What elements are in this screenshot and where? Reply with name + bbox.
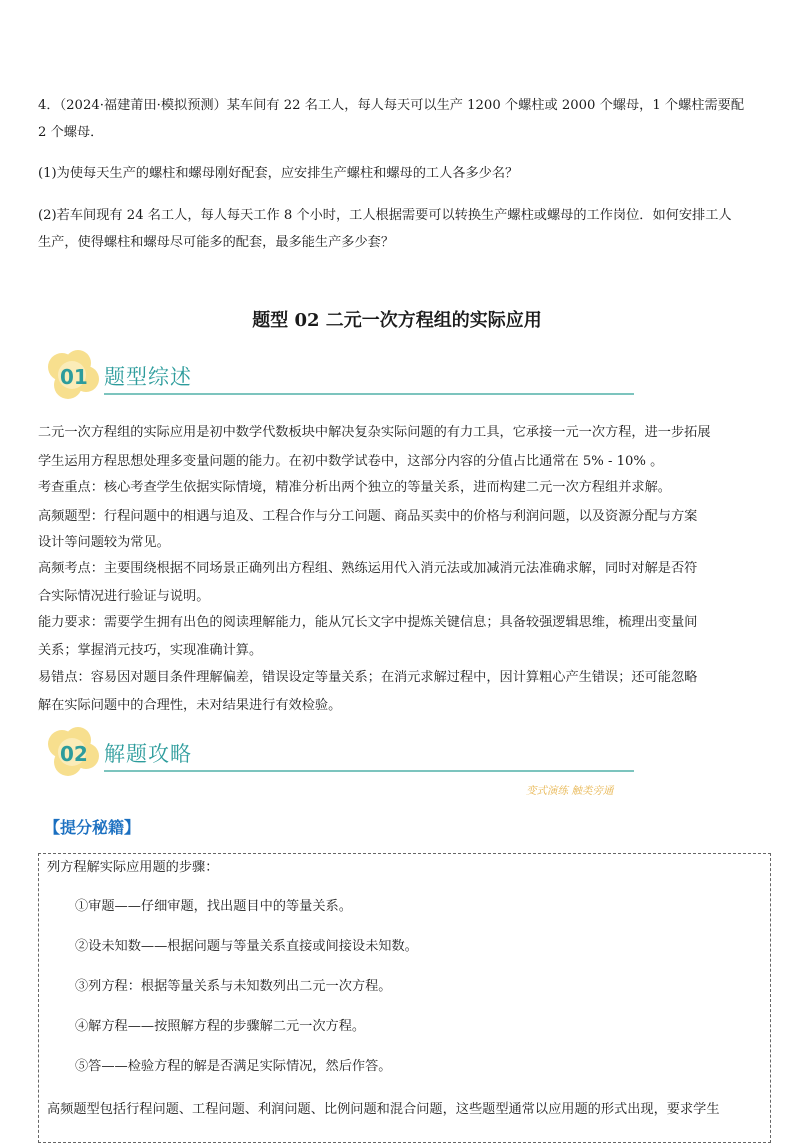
overview-line: 能力要求：需要学生拥有出色的阅读理解能力，能从冗长文字中提炼关键信息；具备较强逻辑思维，梳理出变量间 (38, 615, 698, 630)
tips-heading: 【提分秘籍】 (44, 818, 141, 837)
topic-title: 题型 02 二元一次方程组的实际应用 (252, 310, 542, 331)
problem-line-1: 4．（2024·福建莆田·模拟预测）某车间有 22 名工人，每人每天可以生产 1200 个螺柱或 2000 个螺母，1 个螺柱需要配 (38, 98, 745, 113)
section-title: 解题攻略 (104, 742, 192, 766)
section-divider (104, 393, 634, 395)
step-item: ③列方程：根据等量关系与未知数列出二元一次方程。 (75, 979, 392, 994)
overview-line: 高频考点：主要围绕根据不同场景正确列出方程组、熟练运用代入消元法或加减消元法准确求解，同时对解是否符 (38, 561, 698, 576)
tagline: 变式演练 触类旁通 (526, 785, 614, 797)
section-number: 02 (60, 742, 88, 766)
step-item: ④解方程——按照解方程的步骤解二元一次方程。 (75, 1019, 366, 1034)
step-item: ⑤答——检验方程的解是否满足实际情况，然后作答。 (75, 1059, 392, 1074)
question-2-line-2: 生产，使得螺柱和螺母尽可能多的配套，最多能生产多少套？ (38, 235, 395, 250)
overview-line: 合实际情况进行验证与说明。 (38, 589, 210, 604)
overview-line: 高频题型：行程问题中的相遇与追及、工程合作与分工问题、商品买卖中的价格与利润问题，以及资源分配与方案 (38, 509, 698, 524)
step-item: ①审题——仔细审题，找出题目中的等量关系。 (75, 899, 352, 914)
steps-footer: 高频题型包括行程问题、工程问题、利润问题、比例问题和混合问题，这些题型通常以应用题的形式出现，要求学生 (47, 1102, 720, 1117)
step-item: ②设未知数——根据问题与等量关系直接或间接设未知数。 (75, 939, 418, 954)
section-header-overview (44, 349, 644, 405)
question-1: (1)为使每天生产的螺柱和螺母刚好配套，应安排生产螺柱和螺母的工人各多少名？ (38, 166, 519, 181)
section-title: 题型综述 (104, 365, 192, 389)
section-number: 01 (60, 365, 88, 389)
problem-line-2: 2 个螺母． (38, 125, 104, 140)
steps-intro: 列方程解实际应用题的步骤： (47, 860, 219, 875)
question-2-line-1: (2)若车间现有 24 名工人，每人每天工作 8 个小时，工人根据需要可以转换生产螺柱或螺母的工作岗位．如何安排工人 (38, 208, 732, 223)
overview-line: 二元一次方程组的实际应用是初中数学代数板块中解决复杂实际问题的有力工具，它承接一元一次方程，进一步拓展 (38, 425, 711, 440)
overview-line: 易错点：容易因对题目条件理解偏差，错误设定等量关系；在消元求解过程中，因计算粗心产生错误；还可能忽略 (38, 670, 698, 685)
section-divider (104, 770, 634, 772)
section-header-strategy (44, 726, 644, 782)
overview-line: 学生运用方程思想处理多变量问题的能力。在初中数学试卷中，这部分内容的分值占比通常在 5% - 10% 。 (38, 454, 664, 469)
overview-line: 解在实际问题中的合理性，未对结果进行有效检验。 (38, 698, 342, 713)
steps-box (38, 853, 771, 1143)
overview-line: 设计等问题较为常见。 (38, 535, 170, 550)
overview-line: 关系；掌握消元技巧，实现准确计算。 (38, 643, 263, 658)
overview-line: 考查重点：核心考查学生依据实际情境，精准分析出两个独立的等量关系，进而构建二元一次方程组并求解。 (38, 480, 671, 495)
